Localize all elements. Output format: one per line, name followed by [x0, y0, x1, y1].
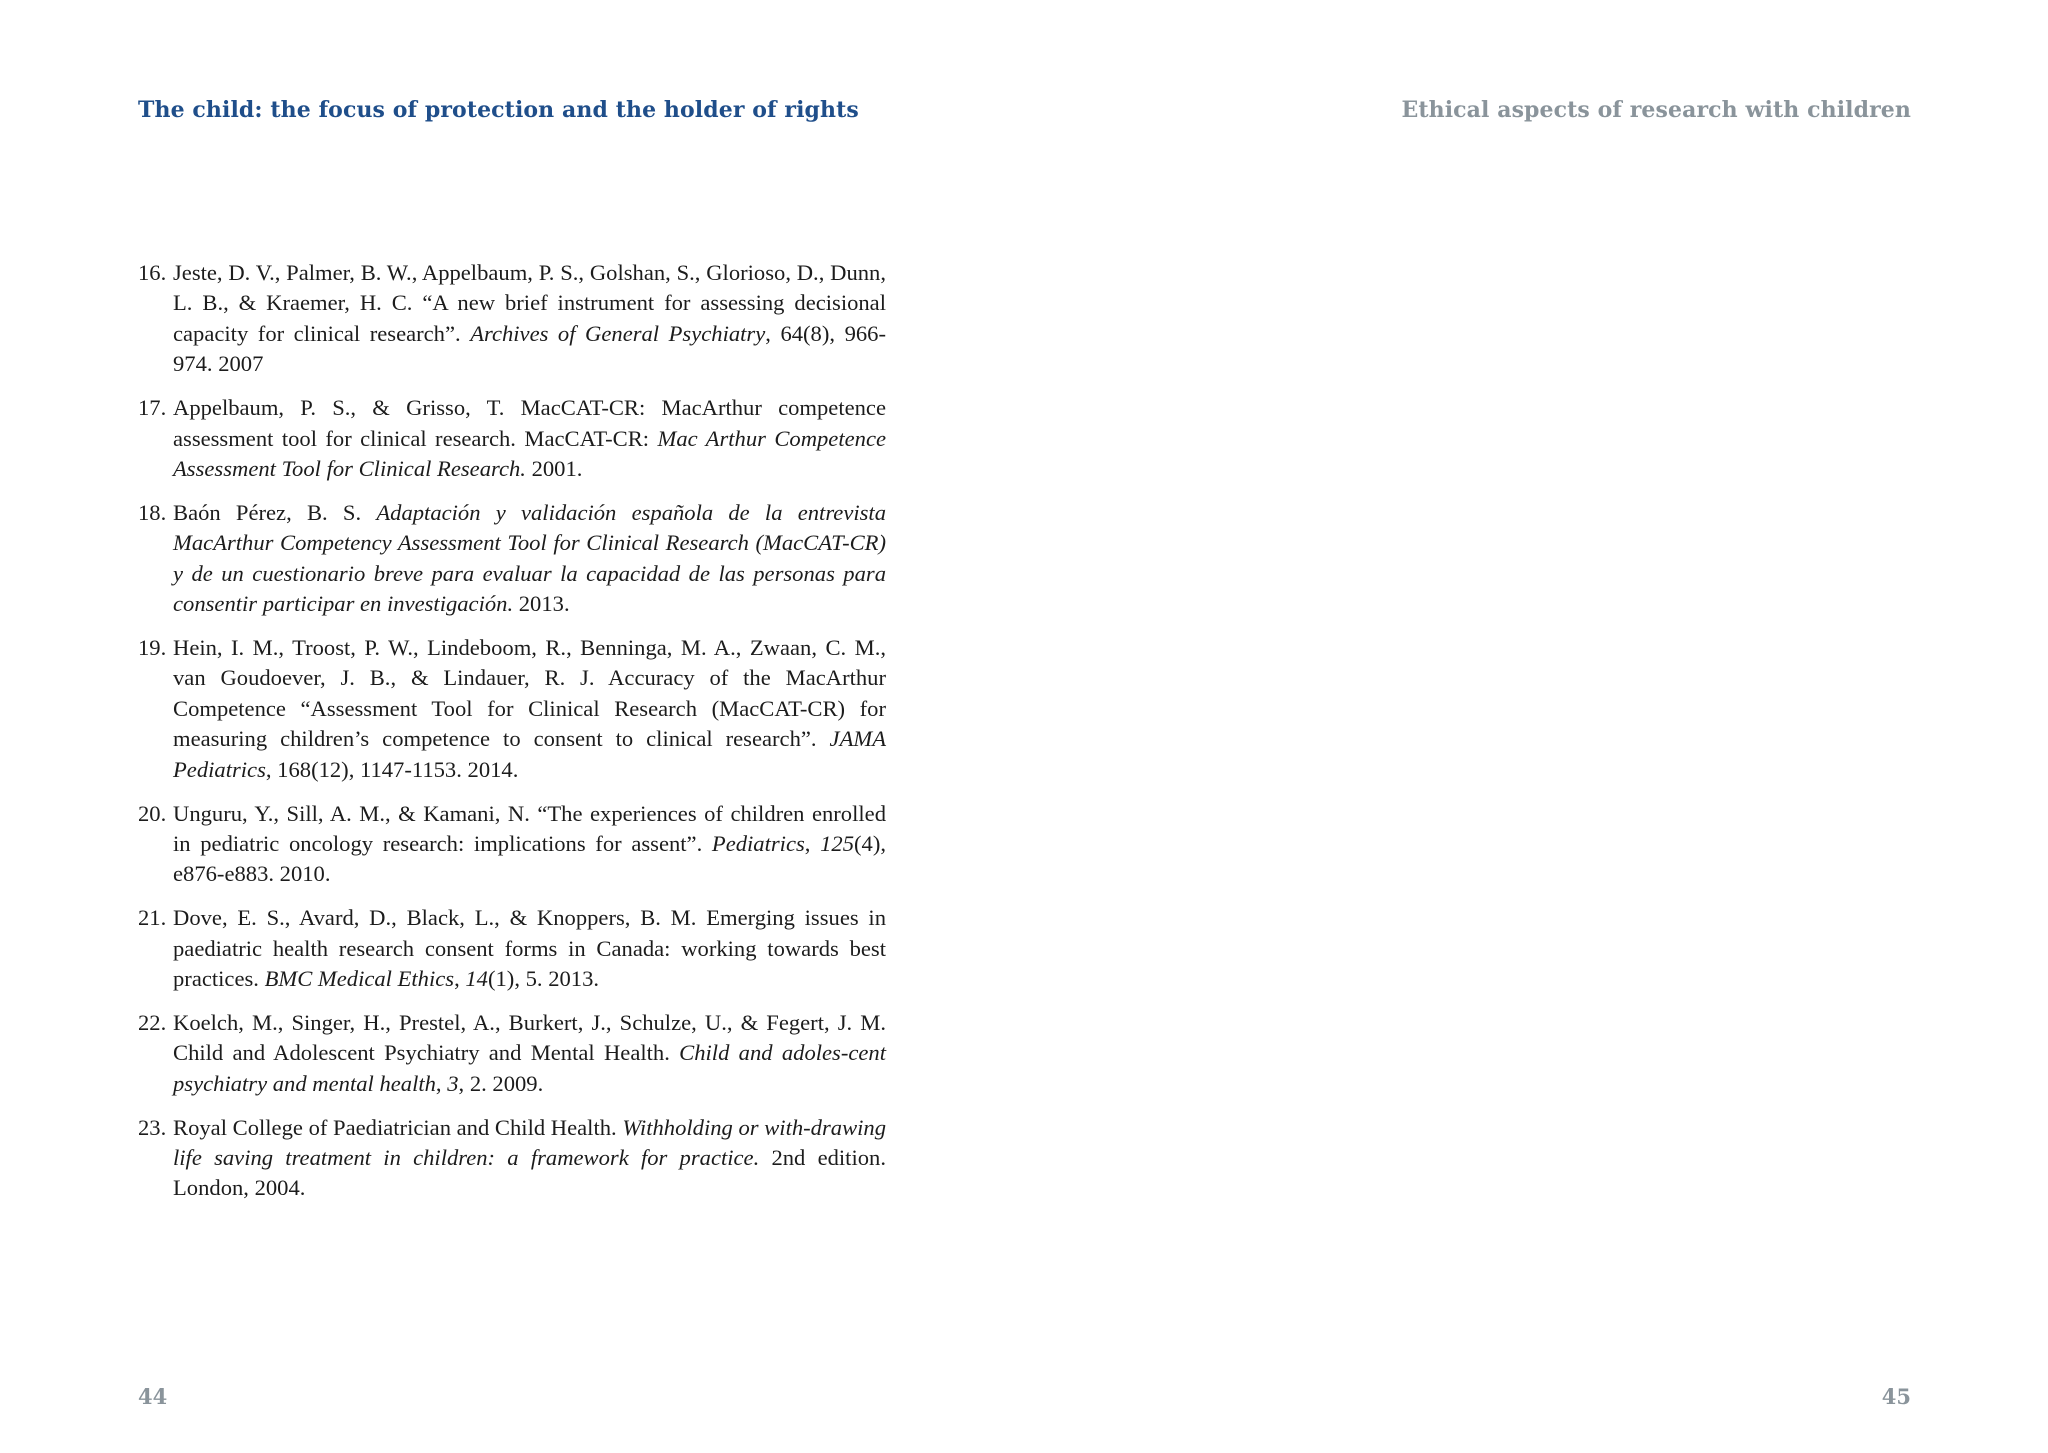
- reference-run: Hein, I. M., Troost, P. W., Lindeboom, R., Benninga, M. A., Zwaan, C. M., van Goudoever, J. B., & Lindauer, R. J. Accuracy of the MacArthur Competence “Assessment Tool for Clinical Research (MacCAT-CR) for measuring children’s competence to consent to clinical research”.: [173, 634, 886, 752]
- reference-item: [138, 633, 886, 785]
- reference-run: Dove, E. S., Avard, D., Black, L., & Knoppers, B. M. Emerging issues in paediatric health research consent forms in Canada: working towards best practices.: [173, 905, 886, 992]
- reference-italic-run: Child and adoles-cent psychiatry and mental health: [173, 1040, 886, 1096]
- reference-text: [173, 905, 886, 991]
- reference-item: [138, 258, 886, 380]
- reference-text: [173, 260, 886, 376]
- reference-run: Unguru, Y., Sill, A. M., & Kamani, N. “The experiences of children enrolled in pediatric oncology research: implications for assent”.: [173, 800, 886, 856]
- reference-text: [173, 1010, 886, 1096]
- reference-run: , 2. 2009.: [458, 1070, 544, 1096]
- reference-run: (1), 5. 2013.: [487, 966, 600, 992]
- reference-text: [173, 635, 886, 782]
- reference-number: 17.: [138, 395, 167, 421]
- reference-number: 22.: [138, 1009, 167, 1035]
- running-head-left: The child: the focus of protection and the holder of rights: [138, 97, 859, 123]
- reference-run: 2001.: [525, 455, 583, 481]
- reference-run: Baón Pérez, B. S.: [173, 499, 377, 525]
- reference-italic-run: 3: [447, 1070, 459, 1096]
- reference-item: [138, 393, 886, 484]
- reference-text: [173, 1115, 886, 1201]
- reference-number: 23.: [138, 1114, 167, 1140]
- page-number-left: 44: [138, 1384, 168, 1409]
- reference-item: [138, 1008, 886, 1099]
- reference-run: ,: [454, 966, 466, 992]
- reference-run: Royal College of Paediatrician and Child Health.: [173, 1114, 623, 1140]
- reference-item: [138, 903, 886, 994]
- reference-item: [138, 498, 886, 620]
- reference-number: 18.: [138, 499, 167, 525]
- reference-run: ,: [435, 1070, 448, 1096]
- reference-italic-run: Mac Arthur Competence Assessment Tool for Clinical Research.: [173, 425, 886, 481]
- reference-text: [173, 500, 886, 616]
- reference-number: 19.: [138, 634, 167, 660]
- reference-run: , 64(8), 966-974. 2007: [173, 320, 886, 377]
- reference-run: ,: [804, 830, 821, 856]
- reference-italic-run: BMC Medical Ethics: [264, 966, 455, 992]
- reference-text: [173, 801, 886, 887]
- page-number-right: 45: [1881, 1384, 1911, 1409]
- running-head-right: Ethical aspects of research with children: [1401, 97, 1911, 123]
- reference-italic-run: Pediatrics: [711, 830, 805, 856]
- reference-run: (4), e876-e883. 2010.: [173, 830, 886, 887]
- reference-number: 20.: [138, 800, 167, 826]
- reference-italic-run: 125: [820, 830, 854, 856]
- reference-number: 21.: [138, 905, 167, 931]
- right-page: [1024, 0, 2048, 1453]
- reference-italic-run: Adaptación y validación española de la entrevista MacArthur Competency Assessment Tool for Clinical Research (MacCAT-CR) y de un cuestionario breve para evaluar la capacidad de las personas para consentir participar en investigación.: [173, 499, 886, 617]
- reference-text: [173, 395, 886, 481]
- reference-run: Jeste, D. V., Palmer, B. W., Appelbaum, P. S., Golshan, S., Glorioso, D., Dunn, L. B., & Kraemer, H. C. “A new brief instrument for assessing decisional capacity for clinical research”.: [173, 260, 886, 346]
- reference-run: 2nd edition. London, 2004.: [173, 1145, 886, 1201]
- reference-list: [138, 258, 886, 1217]
- reference-italic-run: 14: [465, 966, 488, 992]
- reference-run: Koelch, M., Singer, H., Prestel, A., Burkert, J., Schulze, U., & Fegert, J. M. Child and Adolescent Psychiatry and Mental Health.: [173, 1009, 886, 1066]
- reference-run: , 168(12), 1147-1153. 2014.: [265, 756, 519, 782]
- reference-italic-run: JAMA Pediatrics: [173, 726, 886, 782]
- reference-italic-run: Withholding or with-drawing life saving treatment in children: a framework for practice.: [173, 1114, 887, 1171]
- reference-item: [138, 799, 886, 890]
- reference-number: 16.: [138, 260, 167, 285]
- reference-run: 2013.: [513, 591, 570, 617]
- reference-item: [138, 1113, 886, 1204]
- reference-italic-run: Archives of General Psychiatry: [470, 320, 766, 346]
- reference-run: Appelbaum, P. S., & Grisso, T. MacCAT-CR: MacArthur competence assessment tool for clinical research. MacCAT-CR:: [173, 395, 886, 451]
